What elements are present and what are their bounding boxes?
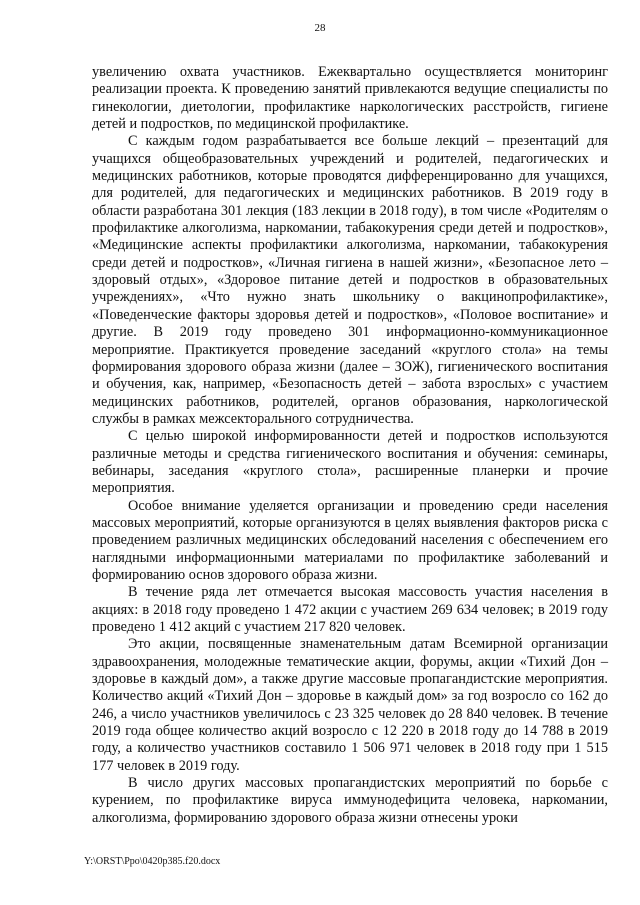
- footer-file-path: Y:\ORST\Ppo\0420p385.f20.docx: [84, 856, 221, 867]
- paragraph-lectures: С каждым годом разрабатывается все больше лекций – презентаций для учащихся общеобразовательных учреждений и родителей, педагогических и медицинских работников, которые проводятся дифференцированно для учащихся, для родителей, для педагогических и медицинских работников. В 2019 году в области разработана 301 лекция (183 лекции в 2018 году), в том числе «Родителям о профилактике алкоголизма, наркомании, табакокурения среди детей и подростков», «Медицинские аспекты профилактики алкоголизма, наркомании, табакокурения среди детей и подростков», «Личная гигиена в нашей жизни», «Безопасное лето – здоровый отдых», «Здоровое питание детей и подростков в образовательных учреждениях», «Что нужно знать школьнику о вакцинопрофилактике», «Поведенческие факторы здоровья детей и подростков», «Половое воспитание» и другие. В 2019 году проведено 301 информационно-коммуникационное мероприятие. Практикуется проведение заседаний «круглого стола» на темы формирования здорового образа жизни (далее – ЗОЖ), гигиенического воспитания и обучения, как, например, «Безопасность детей – забота взрослых» с участием медицинских работников, родителей, органов образования, наркологической службы в рамках межсекторального сотрудничества.: [92, 133, 608, 427]
- paragraph-actions: Это акции, посвященные знаменательным датам Всемирной организации здравоохранения, молодежные тематические акции, форумы, акции «Тихий Дон – здоровье в каждый дом», а также другие массовые пропагандистские мероприятия. Количество акций «Тихий Дон – здоровье в каждый дом» за год возросло со 162 до 246, а число участников увеличилось с 23 325 человек до 28 840 человек. В течение 2019 года общее количество акций возросло с 12 220 в 2018 году до 14 788 в 2019 году, а количество участников составило 1 506 971 человек в 2018 году при 1 515 177 человек в 2019 году.: [92, 636, 608, 774]
- paragraph-mass-events: Особое внимание уделяется организации и проведению среди населения массовых мероприятий, которые организуются в целях выявления факторов риска с проведением различных медицинских обследований населения с обеспечением его наглядными информационными материалами по профилактике заболеваний и формированию основ здорового образа жизни.: [92, 497, 608, 583]
- paragraph-other-events: В число других массовых пропагандистских мероприятий по борьбе с курением, по профилактике вируса иммунодефицита человека, наркомании, алкоголизма, формированию здорового образа жизни отнесены уроки: [92, 775, 608, 826]
- paragraph-continuation: увеличению охвата участников. Ежеквартально осуществляется мониторинг реализации проекта. К проведению занятий привлекаются ведущие специалисты по гинекологии, диетологии, профилактике наркологических расстройств, гигиене детей и подростков, по медицинской профилактике.: [92, 64, 608, 133]
- page-number: 28: [314, 22, 326, 34]
- paragraph-methods: С целью широкой информированности детей и подростков используются различные методы и средства гигиенического воспитания и обучения: семинары, вебинары, заседания «круглого стола», расширенные планерки и прочие мероприятия.: [92, 428, 608, 497]
- paragraph-participation: В течение ряда лет отмечается высокая массовость участия населения в акциях: в 2018 году проведено 1 472 акции с участием 269 634 человек; в 2019 году проведено 1 412 акций с участием 217 820 человек.: [92, 584, 608, 635]
- document-body: [92, 64, 608, 827]
